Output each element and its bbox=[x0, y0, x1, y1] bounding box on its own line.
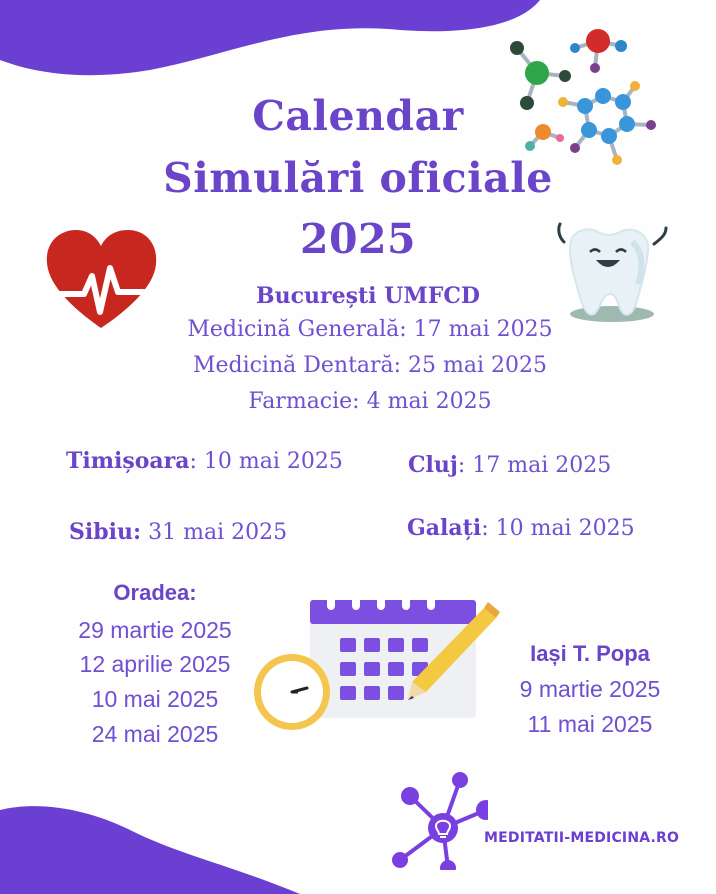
bucuresti-line-1: Medicină Generală: 17 mai 2025 bbox=[187, 317, 553, 342]
brain-network-icon bbox=[388, 770, 488, 870]
title-line-1: Calendar bbox=[252, 92, 464, 140]
clock-icon bbox=[254, 654, 330, 730]
iasi-date-1: 9 martie 2025 bbox=[519, 676, 661, 702]
city-name: Timișoara bbox=[66, 448, 190, 474]
oradea-date-2: 12 aprilie 2025 bbox=[79, 651, 231, 677]
title-line-3: 2025 bbox=[299, 215, 417, 263]
city-name: Galați bbox=[407, 515, 482, 541]
oradea-heading: Oradea: bbox=[113, 580, 197, 605]
title-line-2: Simulări oficiale bbox=[163, 154, 553, 202]
city-galati bbox=[407, 515, 635, 541]
iasi-date-2: 11 mai 2025 bbox=[527, 711, 653, 737]
city-cluj bbox=[408, 452, 611, 478]
oradea-date-4: 24 mai 2025 bbox=[91, 721, 219, 747]
iasi-heading: Iași T. Popa bbox=[530, 641, 650, 666]
city-name: Sibiu: bbox=[69, 519, 142, 545]
city-sibiu bbox=[69, 519, 287, 545]
city-date: : 17 mai 2025 bbox=[457, 453, 612, 478]
bucuresti-line-3: Farmacie: 4 mai 2025 bbox=[248, 389, 492, 414]
oradea-date-1: 29 martie 2025 bbox=[78, 617, 232, 643]
city-timisoara bbox=[66, 448, 343, 474]
city-date: : 10 mai 2025 bbox=[189, 449, 343, 474]
bucuresti-heading: București UMFCD bbox=[256, 283, 480, 309]
city-date: 31 mai 2025 bbox=[141, 520, 288, 545]
city-name: Cluj bbox=[408, 452, 458, 478]
calendar-icon bbox=[252, 588, 500, 733]
brand-name: MEDITATII-MEDICINA.RO bbox=[484, 830, 680, 846]
city-date: : 10 mai 2025 bbox=[481, 516, 635, 541]
oradea-date-3: 10 mai 2025 bbox=[91, 686, 219, 712]
bucuresti-line-2: Medicină Dentară: 25 mai 2025 bbox=[192, 353, 548, 378]
